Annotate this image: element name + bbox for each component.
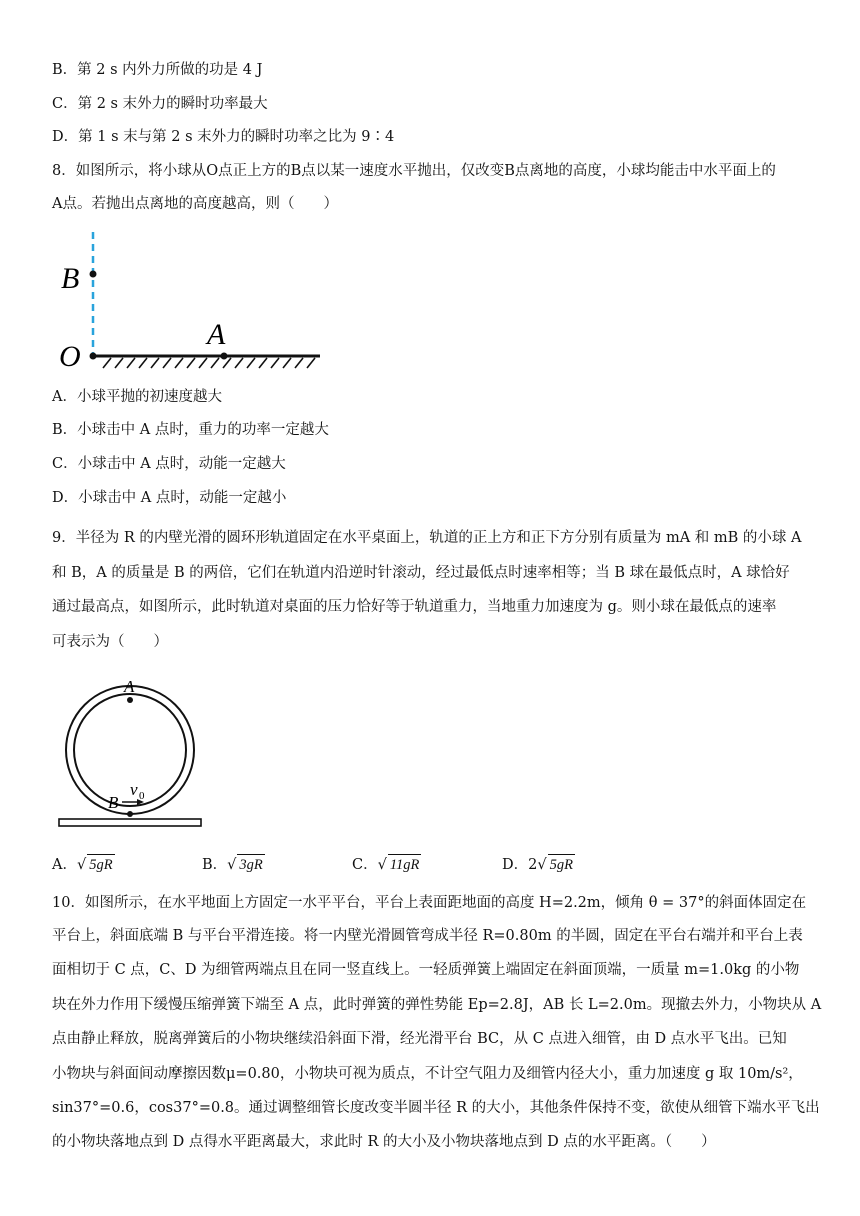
q9-figure xyxy=(56,668,206,830)
q9-option-b-label: B． xyxy=(202,857,228,873)
q8-option-d: D．小球击中 A 点时，动能一定越小 xyxy=(52,490,287,506)
q9-option-c: C．√ 11gR xyxy=(352,854,421,875)
q9-label-a: A xyxy=(124,677,135,696)
q9-option-a: A．√ 5gR xyxy=(52,854,115,875)
q9-label-b: B xyxy=(108,793,119,812)
q10-stem-line8: 的小物块落地点到 D 点得水平距离最大，求此时 R 的大小及小物块落地点到 D 点的水平距离。（ ） xyxy=(52,1134,716,1150)
q8-stem-line2: A点。若抛出点离地的高度越高，则（ ） xyxy=(52,196,338,212)
q10-stem-line5: 点由静止释放，脱离弹簧后的小物块继续沿斜面下滑，经光滑平台 BC，从 C 点进入细管，由 D 点水平飞出。已知 xyxy=(52,1031,787,1047)
q9-stem-line2: 和 B，A 的质量是 B 的两倍，它们在轨道内沿逆时针滚动，经过最低点时速率相等；当 B 球在最低点时，A 球恰好 xyxy=(52,565,790,581)
q8-point-a xyxy=(221,353,228,360)
q8-figure xyxy=(55,228,330,373)
q9-option-a-radicand: 5gR xyxy=(87,854,114,875)
q8-label-o: O xyxy=(59,340,81,373)
q8-point-o xyxy=(90,353,97,360)
q8-label-b: B xyxy=(61,262,80,295)
q9-stem-line4: 可表示为（ ） xyxy=(52,634,168,650)
q7-option-d: D．第 1 s 末与第 2 s 末外力的瞬时功率之比为 9∶4 xyxy=(52,129,395,145)
q10-stem-line4: 块在外力作用下缓慢压缩弹簧下端至 A 点，此时弹簧的弹性势能 Ep=2.8J，AB 长 L=2.0m。现撤去外力，小物块从 A xyxy=(52,997,822,1013)
q9-label-v-sub: 0 xyxy=(139,790,145,802)
q9-option-d-coef: 2 xyxy=(528,857,538,873)
q10-stem-line2: 平台上，斜面底端 B 与平台平滑连接。将一内壁光滑圆管弯成半径 R=0.80m 的半圆，固定在平台右端并和平台上表 xyxy=(52,928,803,944)
q9-option-b: B．√ 3gR xyxy=(202,854,265,875)
q9-option-d: D．2√ 5gR xyxy=(502,854,575,875)
q10-stem-line7: sin37°=0.6，cos37°=0.8。通过调整细管长度改变半圆半径 R 的大小，其他条件保持不变，欲使从细管下端水平飞出 xyxy=(52,1100,820,1116)
q8-label-a: A xyxy=(207,318,226,351)
q9-stem-line1: 9．半径为 R 的内壁光滑的圆环形轨道固定在水平桌面上，轨道的正上方和正下方分别有质量为 mA 和 mB 的小球 A xyxy=(52,530,802,546)
q9-table xyxy=(59,819,201,826)
q9-ball-a xyxy=(127,697,133,703)
q8-option-b: B．小球击中 A 点时，重力的功率一定越大 xyxy=(52,422,329,438)
q10-stem-line3: 面相切于 C 点，C、D 为细管两端点且在同一竖直线上。一轻质弹簧上端固定在斜面顶端，一质量 m=1.0kg 的小物 xyxy=(52,962,800,978)
q9-option-a-label: A． xyxy=(52,857,77,873)
q8-ground-hatching xyxy=(103,358,315,368)
q10-stem-line6: 小物块与斜面间动摩擦因数μ=0.80，小物块可视为质点，不计空气阻力及细管内径大小，重力加速度 g 取 10m/s²， xyxy=(52,1066,803,1082)
q8-stem-line1: 8．如图所示，将小球从O点正上方的B点以某一速度水平抛出，仅改变B点离地的高度，小球均能击中水平面上的 xyxy=(52,163,776,179)
q8-option-c: C．小球击中 A 点时，动能一定越大 xyxy=(52,456,286,472)
q8-point-b xyxy=(90,271,97,278)
q9-option-c-radicand: 11gR xyxy=(388,854,422,875)
q9-option-b-radicand: 3gR xyxy=(237,854,264,875)
q9-option-c-label: C． xyxy=(352,857,378,873)
q9-stem-line3: 通过最高点，如图所示，此时轨道对桌面的压力恰好等于轨道重力，当地重力加速度为 g。则小球在最低点的速率 xyxy=(52,599,777,615)
q10-stem-line1: 10．如图所示，在水平地面上方固定一水平平台，平台上表面距地面的高度 H=2.2m，倾角 θ = 37°的斜面体固定在 xyxy=(52,895,807,911)
q8-option-a: A．小球平抛的初速度越大 xyxy=(52,389,222,405)
q9-option-d-radicand: 5gR xyxy=(548,854,575,875)
q9-ball-b xyxy=(127,811,133,817)
q9-label-v: v xyxy=(130,780,138,799)
q7-option-b: B．第 2 s 内外力所做的功是 4 J xyxy=(52,62,263,78)
q7-option-c: C．第 2 s 末外力的瞬时功率最大 xyxy=(52,96,268,112)
q9-option-d-label: D． xyxy=(502,857,529,873)
